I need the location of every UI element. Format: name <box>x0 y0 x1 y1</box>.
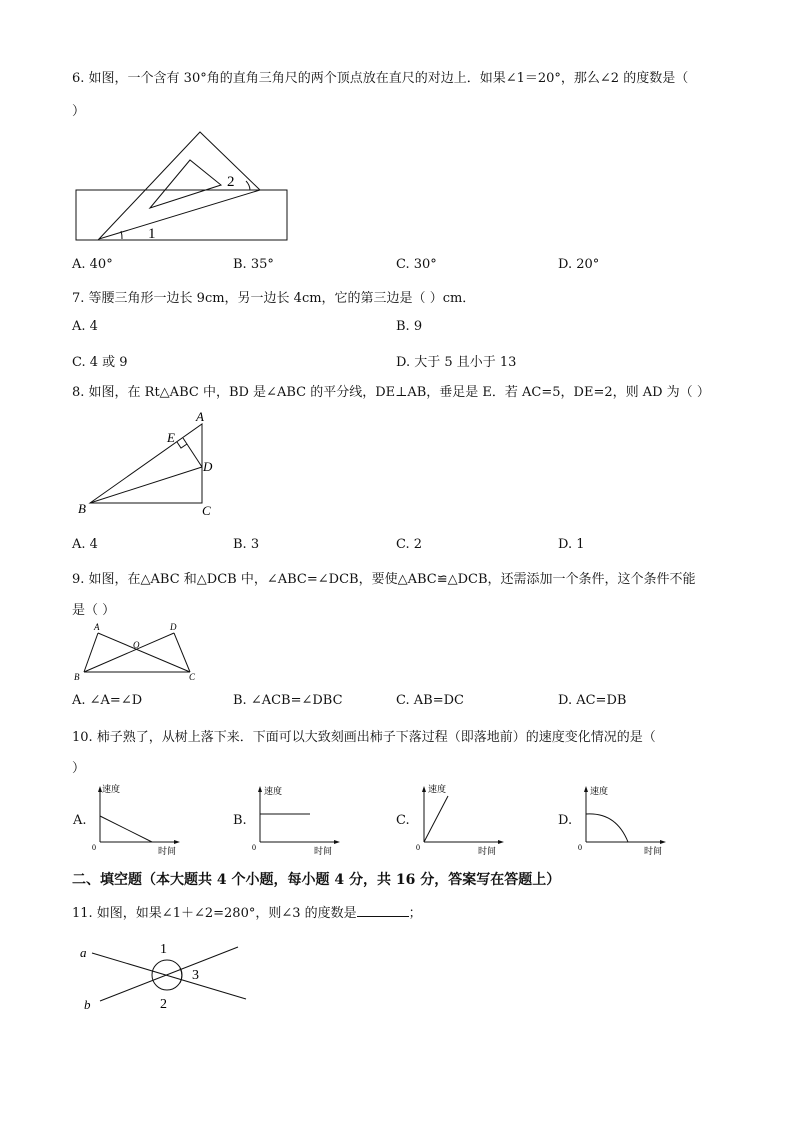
q6-option-c[interactable]: C. 30° <box>396 257 437 272</box>
q6-option-b[interactable]: B. 35° <box>233 257 274 272</box>
label-e: E <box>167 430 175 445</box>
q10-graph-d[interactable] <box>574 782 674 856</box>
q9-option-c[interactable]: C. AB=DC <box>396 693 464 708</box>
q10-text-line2: ） <box>72 761 86 776</box>
q11-text-before: 11. 如图，如果∠1＋∠2=280°，则∠3 的度数是 <box>72 906 357 921</box>
triangle-abc <box>90 424 202 503</box>
label-b: B <box>74 672 80 682</box>
speed-curve <box>586 814 628 842</box>
q10-option-b-letter[interactable]: B. <box>233 813 247 828</box>
q6-text-line1: 6. 如图，一个含有 30°角的直角三角尺的两个顶点放在直尺的对边上．如果∠1＝20°，那么∠2 的度数是（ <box>72 71 689 86</box>
label-a: A <box>196 409 204 424</box>
origin-label: 0 <box>92 843 96 852</box>
label-b: b <box>84 997 91 1012</box>
q7-option-c[interactable]: C. 4 或 9 <box>72 355 128 370</box>
label-a: A <box>94 622 100 632</box>
q9-option-b[interactable]: B. ∠ACB=∠DBC <box>233 693 343 708</box>
angle1-label: 1 <box>148 226 156 242</box>
q9-option-a[interactable]: A. ∠A=∠D <box>72 693 143 708</box>
q7-option-b[interactable]: B. 9 <box>396 319 423 334</box>
angle3-label: 3 <box>192 968 199 983</box>
q6-option-d[interactable]: D. 20° <box>558 257 600 272</box>
angle2-label: 2 <box>160 997 167 1012</box>
right-angle-mark <box>177 442 187 448</box>
q11-text-after: ； <box>408 906 422 921</box>
q6-option-a[interactable]: A. 40° <box>72 257 113 272</box>
y-axis-label: 速度 <box>102 784 121 794</box>
origin-label: 0 <box>578 843 582 852</box>
label-d: D <box>203 459 213 474</box>
q10-option-a-letter[interactable]: A. <box>73 813 87 828</box>
origin-label: 0 <box>252 843 256 852</box>
segment-db <box>84 633 174 672</box>
q8-option-a[interactable]: A. 4 <box>72 537 98 552</box>
origin-label: 0 <box>416 843 420 852</box>
angle2-arc <box>246 181 250 190</box>
label-d: D <box>170 622 177 632</box>
q9-text-line1: 9. 如图，在△ABC 和△DCB 中，∠ABC=∠DCB，要使△ABC≌△DCB，还需添加一个条件，这个条件不能 <box>72 572 696 587</box>
q10-graph-a[interactable] <box>88 782 188 856</box>
x-axis-label: 时间 <box>314 846 333 856</box>
x-axis-label: 时间 <box>158 846 177 856</box>
q7-option-d[interactable]: D. 大于 5 且小于 13 <box>396 355 517 370</box>
segment-ab <box>84 633 98 672</box>
set-square-inner <box>150 160 221 208</box>
line-b <box>100 947 238 1001</box>
y-axis-label: 速度 <box>264 786 283 796</box>
section-title: 二、填空题（本大题共 4 个小题，每小题 4 分，共 16 分，答案写在答题上） <box>72 872 561 888</box>
q8-option-d[interactable]: D. 1 <box>558 537 585 552</box>
speed-line <box>100 816 152 842</box>
q11-text <box>72 902 422 921</box>
q10-option-d-letter[interactable]: D. <box>558 813 573 828</box>
q8-figure <box>72 405 222 520</box>
segment-de <box>183 438 202 467</box>
speed-line <box>424 796 448 842</box>
q9-option-d[interactable]: D. AC=DB <box>558 693 627 708</box>
q7-option-a[interactable]: A. 4 <box>72 319 98 334</box>
answer-blank[interactable] <box>357 904 409 917</box>
q6-figure <box>70 128 300 246</box>
q10-graph-c[interactable] <box>412 782 512 856</box>
q10-option-c-letter[interactable]: C. <box>396 813 410 828</box>
q10-text-line1: 10. 柿子熟了，从树上落下来．下面可以大致刻画出柿子下落过程（即落地前）的速度变化情况的是（ <box>72 730 656 745</box>
q8-option-b[interactable]: B. 3 <box>233 537 260 552</box>
q10-graph-b[interactable] <box>248 782 348 856</box>
y-axis-label: 速度 <box>590 786 609 796</box>
label-o: O <box>133 640 140 650</box>
q8-option-c[interactable]: C. 2 <box>396 537 423 552</box>
label-c: C <box>189 672 196 682</box>
segment-bd <box>90 467 202 503</box>
q6-text-line2: ） <box>72 104 86 119</box>
q7-text: 7. 等腰三角形一边长 9cm，另一边长 4cm，它的第三边是（ ）cm． <box>72 291 476 306</box>
y-axis-label: 速度 <box>428 784 447 794</box>
angle1-label: 1 <box>160 942 167 957</box>
q9-figure <box>72 620 207 684</box>
x-axis-label: 时间 <box>644 846 663 856</box>
q9-text-line2: 是（ ） <box>72 603 116 618</box>
q8-text: 8. 如图，在 Rt△ABC 中，BD 是∠ABC 的平分线，DE⊥AB，垂足是 E．若 AC=5，DE=2，则 AD 为（ ） <box>72 385 710 400</box>
set-square-outer <box>99 132 260 239</box>
angle2-label: 2 <box>227 174 235 190</box>
label-b: B <box>78 501 86 516</box>
label-c: C <box>202 503 211 518</box>
q11-figure <box>76 935 256 1015</box>
label-a: a <box>80 945 87 960</box>
x-axis-label: 时间 <box>478 846 497 856</box>
